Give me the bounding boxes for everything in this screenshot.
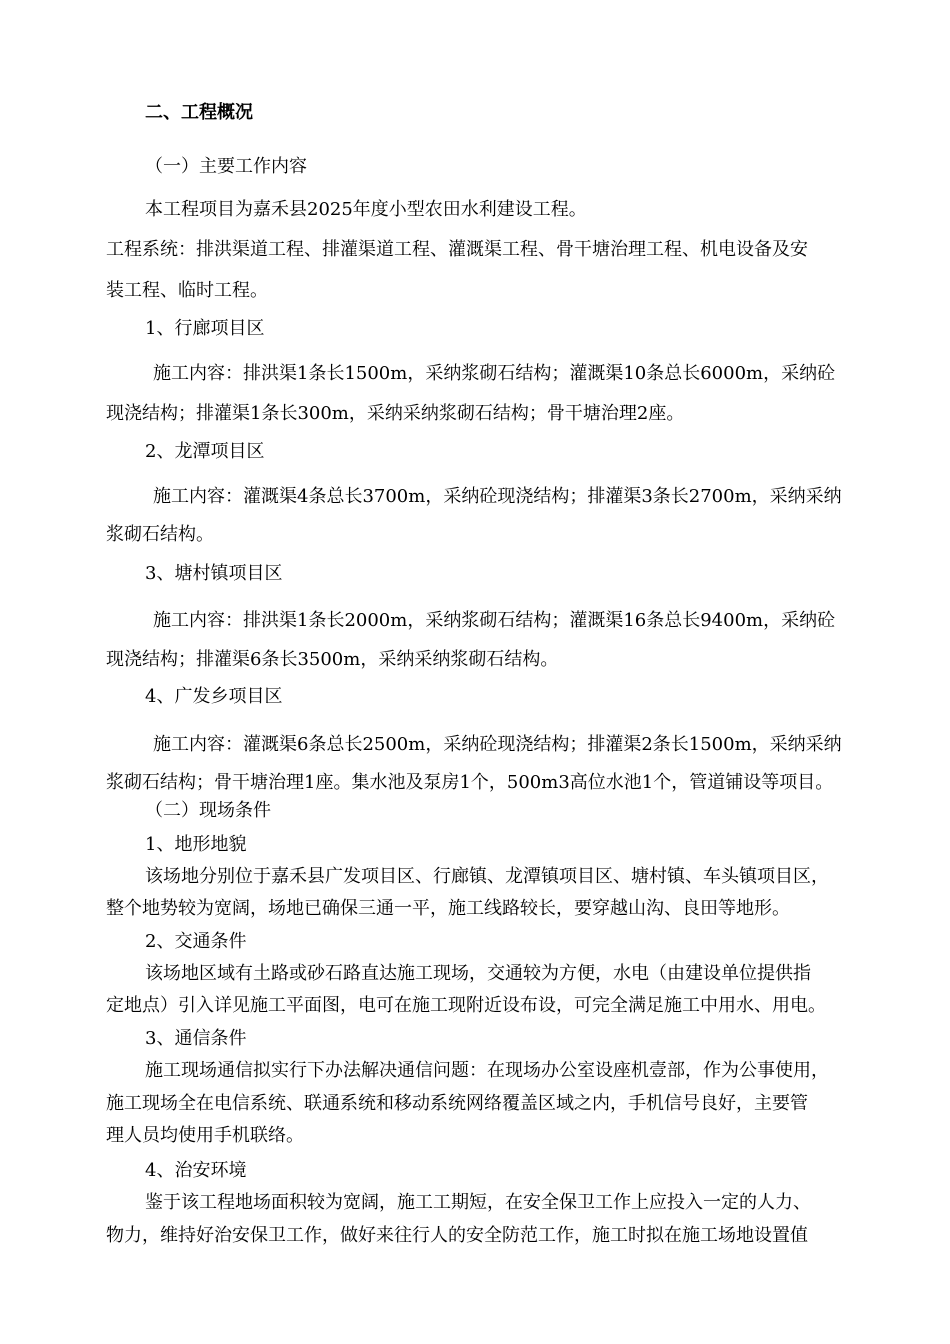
paragraph-line: 浆砌石结构。 [106, 524, 214, 545]
item-title: 2、龙潭项目区 [145, 441, 265, 462]
subsection-title: （一）主要工作内容 [145, 156, 307, 177]
paragraph-line: 现浇结构；排灌渠6条长3500m，采纳采纳浆砌石结构。 [106, 649, 559, 670]
paragraph-line: 定地点）引入详见施工平面图，电可在施工现附近设布设，可完全满足施工中用水、用电。 [106, 995, 826, 1016]
paragraph-line: 本工程项目为嘉禾县2025年度小型农田水利建设工程。 [145, 199, 587, 220]
paragraph-line: 施工内容：排洪渠1条长1500m，采纳浆砌石结构；灌溉渠10条总长6000m，采纳砼 [153, 363, 836, 384]
section-heading: 二、工程概况 [145, 102, 253, 123]
paragraph-line: 该场地区域有土路或砂石路直达施工现场，交通较为方便，水电（由建设单位提供指 [145, 963, 811, 984]
paragraph-line: 装工程、临时工程。 [106, 280, 268, 301]
item-title: 3、通信条件 [145, 1028, 247, 1049]
paragraph-line: 工程系统：排洪渠道工程、排灌渠道工程、灌溉渠工程、骨干塘治理工程、机电设备及安 [106, 239, 808, 260]
paragraph-line: 施工现场通信拟实行下办法解决通信问题：在现场办公室设座机壹部，作为公事使用， [145, 1060, 829, 1081]
item-title: 4、治安环境 [145, 1160, 247, 1181]
paragraph-line: 鉴于该工程地场面积较为宽阔，施工工期短，在安全保卫工作上应投入一定的人力、 [145, 1192, 811, 1213]
paragraph-line: 物力，维持好治安保卫工作，做好来往行人的安全防范工作，施工时拟在施工场地设置值 [106, 1225, 808, 1246]
paragraph-line: 整个地势较为宽阔，场地已确保三通一平，施工线路较长，要穿越山沟、良田等地形。 [106, 898, 790, 919]
paragraph-line: 施工现场全在电信系统、联通系统和移动系统网络覆盖区域之内，手机信号良好，主要管 [106, 1093, 808, 1114]
item-title: 1、地形地貌 [145, 834, 247, 855]
paragraph-line: 现浇结构；排灌渠1条长300m，采纳采纳浆砌石结构；骨干塘治理2座。 [106, 403, 685, 424]
item-title: 2、交通条件 [145, 931, 247, 952]
paragraph-line: 浆砌石结构；骨干塘治理1座。集水池及泵房1个，500m3高位水池1个，管道铺设等项目。 [106, 772, 834, 793]
item-title: 3、塘村镇项目区 [145, 563, 283, 584]
paragraph-line: 施工内容：灌溉渠6条总长2500m，采纳砼现浇结构；排灌渠2条长1500m，采纳采纳 [153, 734, 842, 755]
item-title: 4、广发乡项目区 [145, 686, 283, 707]
paragraph-line: 施工内容：灌溉渠4条总长3700m，采纳砼现浇结构；排灌渠3条长2700m，采纳采纳 [153, 486, 842, 507]
paragraph-line: 该场地分别位于嘉禾县广发项目区、行廊镇、龙潭镇项目区、塘村镇、车头镇项目区， [145, 866, 829, 887]
paragraph-line: 理人员均使用手机联络。 [106, 1125, 304, 1146]
paragraph-line: 施工内容：排洪渠1条长2000m，采纳浆砌石结构；灌溉渠16条总长9400m，采纳砼 [153, 610, 836, 631]
item-title: 1、行廊项目区 [145, 318, 265, 339]
subsection-title: （二）现场条件 [145, 800, 271, 821]
